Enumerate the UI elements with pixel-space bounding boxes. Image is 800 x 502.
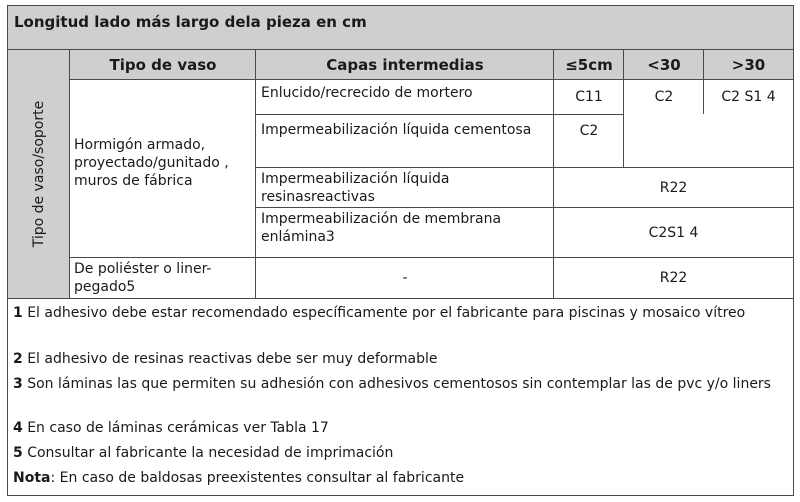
note-number: 5 <box>13 445 23 461</box>
note-number: 3 <box>13 376 23 392</box>
header-tipo: Tipo de vaso <box>70 50 256 80</box>
note-text: : En caso de baldosas preexistentes consultar al fabricante <box>50 470 465 486</box>
note-number: 2 <box>13 351 23 367</box>
note-2 <box>13 349 791 369</box>
note-nota <box>13 468 791 488</box>
table-title-row <box>8 6 793 50</box>
capa-imperm-membrana: Impermeabilización de membrana enlámina3 <box>261 211 502 245</box>
note-text: Son láminas las que permiten su adhesión con adhesivos cementosos sin contemplar las de pvc y/o liners <box>22 376 771 392</box>
note-4 <box>13 418 791 438</box>
note-1 <box>13 303 791 323</box>
capa-imperm-resinas: Impermeabilización líquida resinasreactivas <box>261 171 450 205</box>
value-c2s14-gt30: C2 S1 4 <box>721 89 776 105</box>
capa-none: - <box>402 270 408 286</box>
note-5 <box>13 443 791 463</box>
header-capas: Capas intermedias <box>256 50 554 80</box>
grid-line <box>256 114 624 115</box>
value-r22: R22 <box>659 179 688 196</box>
value-c11: C11 <box>575 89 603 105</box>
note-text: Consultar al fabricante la necesidad de imprimación <box>22 445 394 461</box>
header-c2: <30 <box>624 50 704 80</box>
tipo-hormigon: Hormigón armado, proyectado/gunitado , muros de fábrica <box>74 137 229 189</box>
note-text: En caso de láminas cerámicas ver Tabla 17 <box>22 420 329 436</box>
note-number: 1 <box>13 305 23 321</box>
table-title: Longitud lado más largo dela pieza en cm <box>14 13 367 31</box>
capa-imperm-cementosa: Impermeabilización líquida cementosa <box>261 122 532 138</box>
side-header <box>8 50 70 298</box>
capa-enlucido: Enlucido/recrecido de mortero <box>261 85 473 101</box>
side-label: Tipo de vaso/soporte <box>31 100 47 248</box>
note-text: El adhesivo debe estar recomendado específicamente por el fabricante para piscinas y mosaico vítreo <box>22 305 746 321</box>
header-c1: ≤5cm <box>554 50 624 80</box>
note-number: Nota <box>13 470 51 486</box>
value-c2-lt30: C2 <box>654 89 674 105</box>
spec-table <box>7 5 794 496</box>
header-c3: >30 <box>704 50 793 80</box>
note-number: 4 <box>13 420 23 436</box>
value-r22-poliester: R22 <box>659 270 688 286</box>
grid-line <box>8 298 793 299</box>
value-c2-le5: C2 <box>579 123 599 139</box>
tipo-poliester: De poliéster o liner-pegado5 <box>74 261 212 295</box>
note-3 <box>13 374 791 394</box>
note-text: El adhesivo de resinas reactivas debe ser muy deformable <box>22 351 438 367</box>
value-c2s14: C2S1 4 <box>648 224 699 241</box>
